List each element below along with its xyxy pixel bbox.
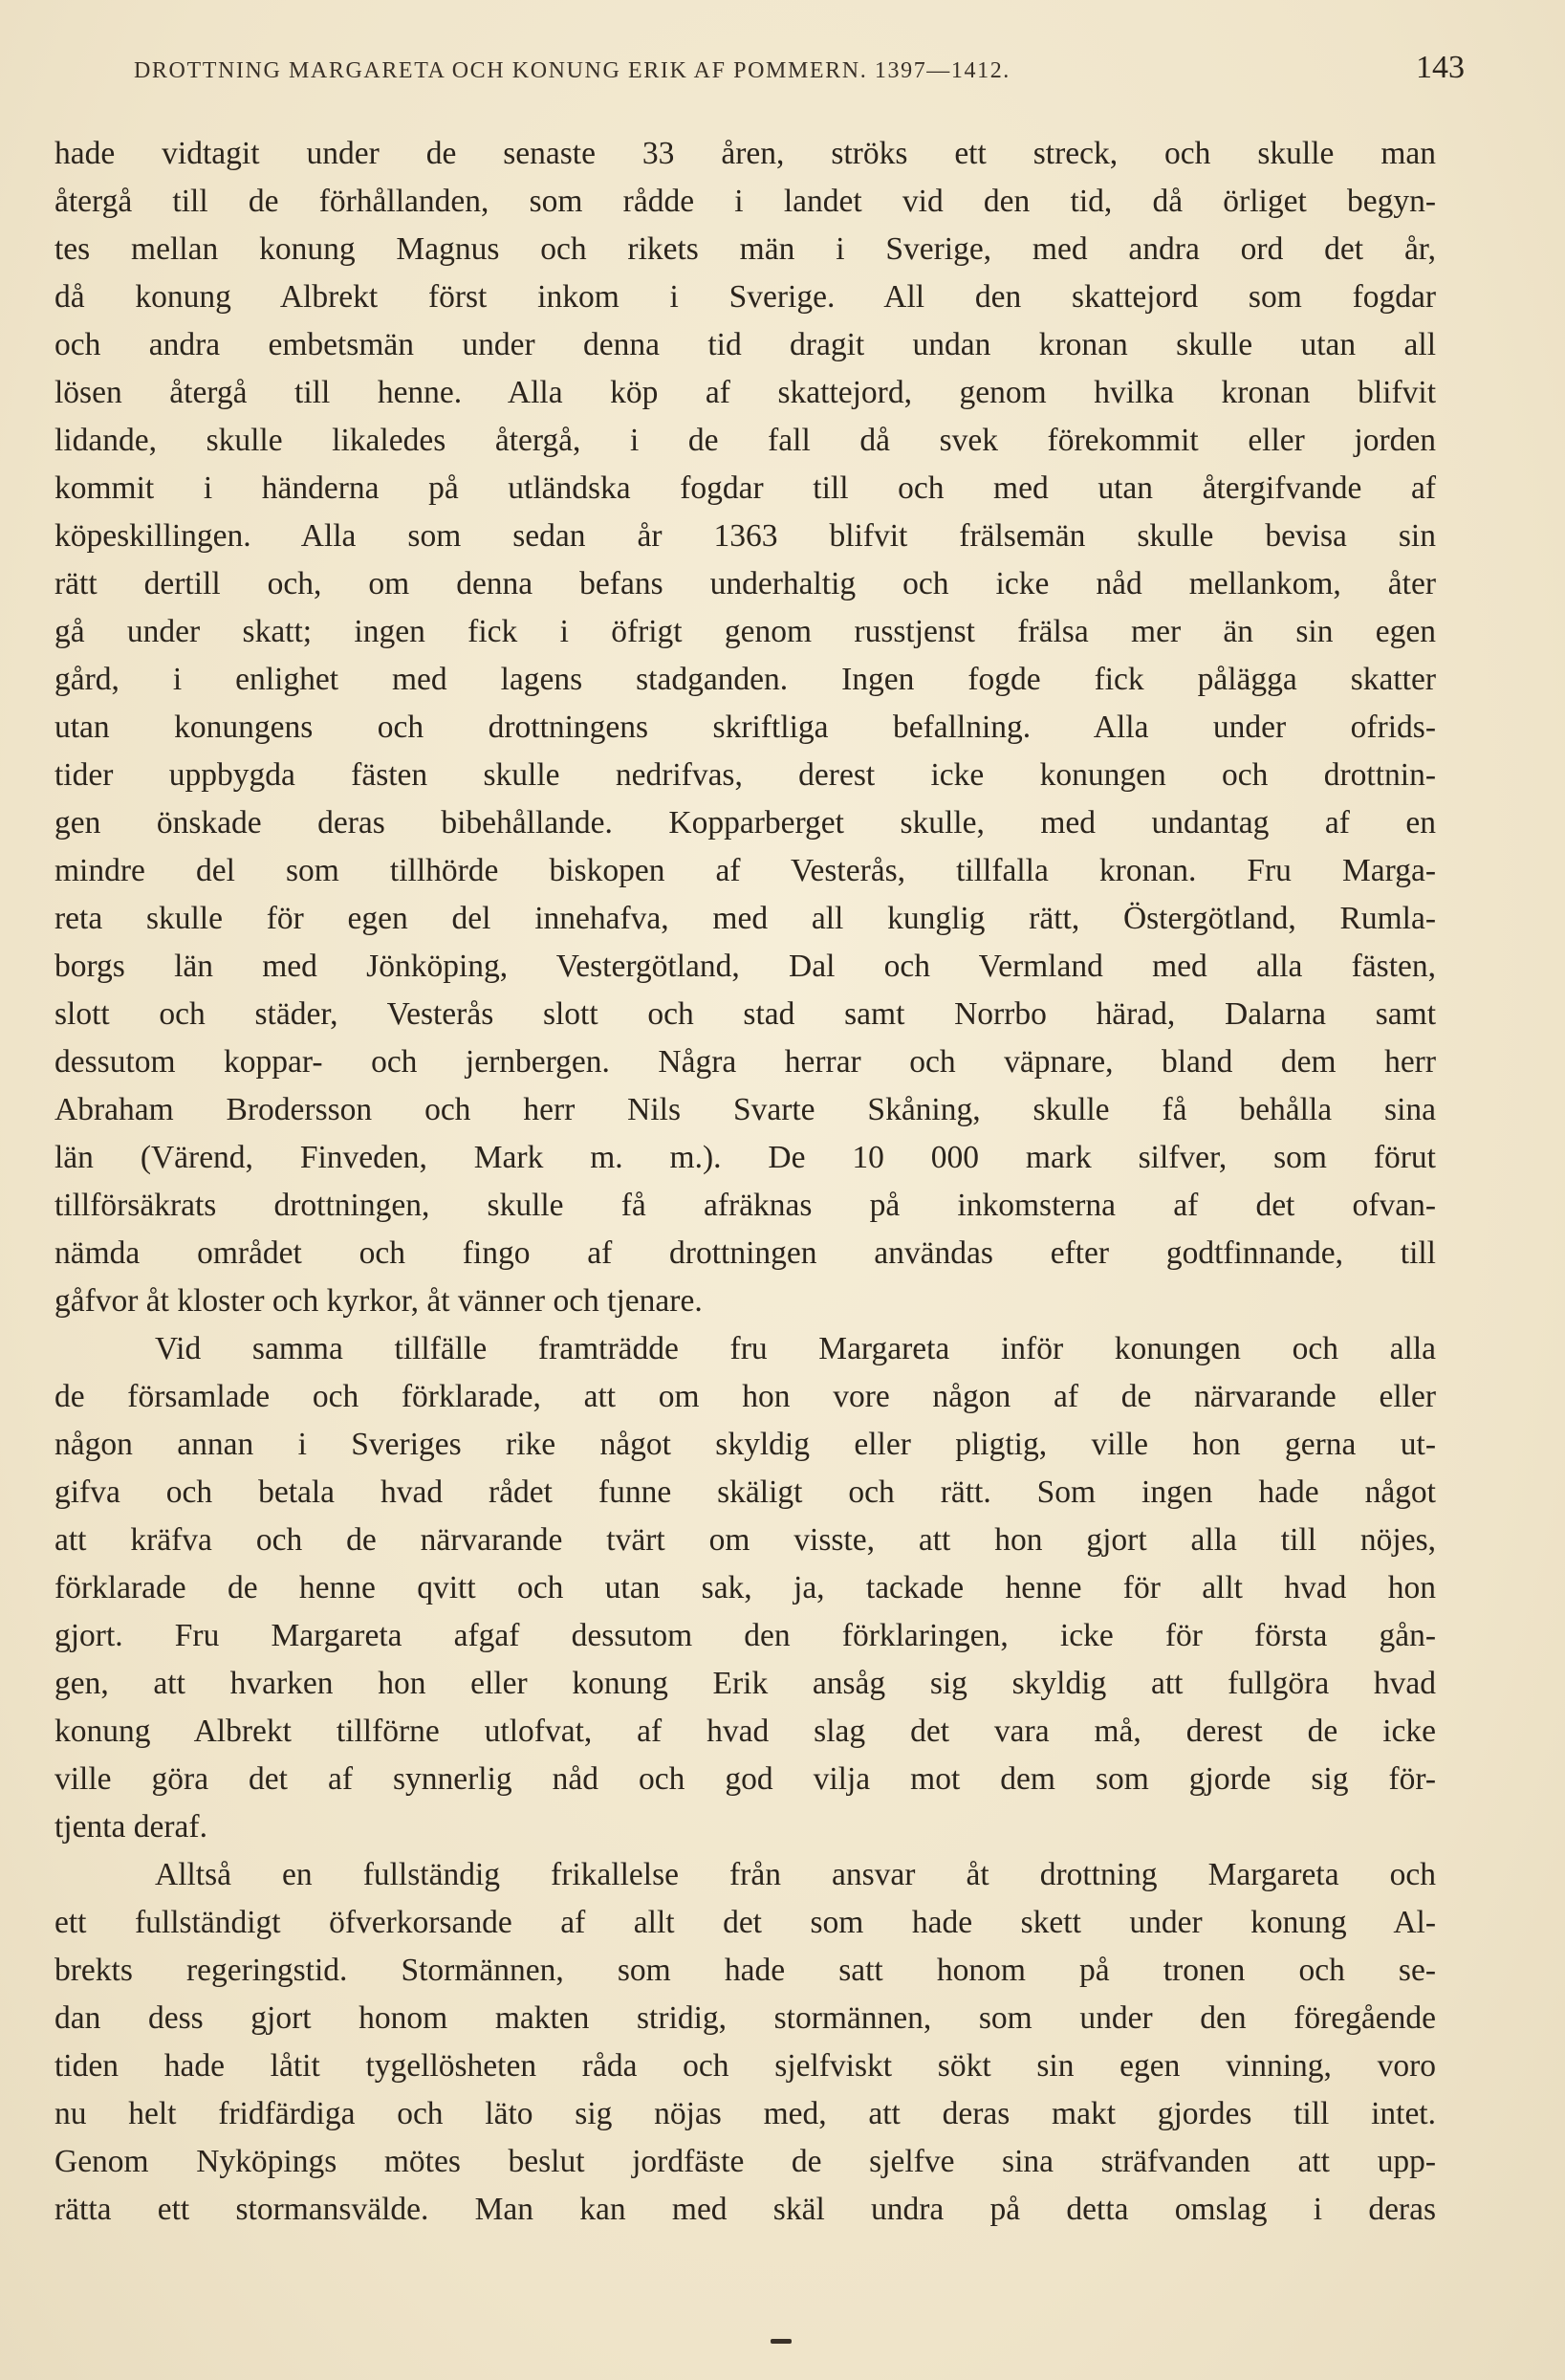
text-line: de församlade och förklarade, att om hon vore någon af de närvarande eller [54,1379,1436,1414]
text-line: att kräfva och de närvarande tvärt om visste, att hon gjort alla till nöjes, [54,1522,1436,1558]
text-line: gjort. Fru Margareta afgaf dessutom den förklaringen, icke för första gån- [54,1618,1436,1653]
text-line: ett fullständigt öfverkorsande af allt det som hade skett under konung Al- [54,1905,1436,1940]
running-title: DROTTNING MARGARETA OCH KONUNG ERIK AF POMMERN. 1397—1412. [134,58,1011,83]
text-line: och andra embetsmän under denna tid dragit undan kronan skulle utan all [54,327,1436,362]
page-number: 143 [1416,50,1465,85]
text-line: Genom Nyköpings mötes beslut jordfäste de sjelfve sina sträfvanden att upp- [54,2144,1436,2179]
text-line: kommit i händerna på utländska fogdar till och med utan återgifvande af [54,470,1436,506]
text-line: konung Albrekt tillförne utlofvat, af hvad slag det vara må, derest de icke [54,1714,1436,1749]
text-line: hade vidtagit under de senaste 33 åren, ströks ett streck, och skulle man [54,136,1436,171]
text-line: gen önskade deras bibehållande. Kopparberget skulle, med undantag af en [54,805,1436,841]
text-line: tider uppbygda fästen skulle nedrifvas, derest icke konungen och drottnin- [54,757,1436,793]
text-line: gen, att hvarken hon eller konung Erik ansåg sig skyldig att fullgöra hvad [54,1666,1436,1701]
text-line: lidande, skulle likaledes återgå, i de fall då svek förekommit eller jorden [54,423,1436,458]
running-head [134,50,1465,86]
text-line: ville göra det af synnerlig nåd och god vilja mot dem som gjorde sig för- [54,1761,1436,1797]
text-line: någon annan i Sveriges rike något skyldig eller pligtig, ville hon gerna ut- [54,1427,1436,1462]
text-line: gåfvor åt kloster och kyrkor, åt vänner och tjenare. [54,1283,703,1319]
text-line: då konung Albrekt först inkom i Sverige. All den skattejord som fogdar [54,279,1436,315]
text-line: köpeskillingen. Alla som sedan år 1363 blifvit frälsemän skulle bevisa sin [54,518,1436,554]
text-line: rätta ett stormansvälde. Man kan med skäl undra på detta omslag i deras [54,2192,1436,2227]
text-line: tes mellan konung Magnus och rikets män i Sverige, med andra ord det år, [54,231,1436,267]
text-line: län (Värend, Finveden, Mark m. m.). De 10 000 mark silfver, som förut [54,1140,1436,1175]
paragraph-start-line: Vid samma tillfälle framträdde fru Margareta inför konungen och alla [155,1331,1436,1366]
text-line: utan konungens och drottningens skriftliga befallning. Alla under ofrids- [54,710,1436,745]
text-line: gå under skatt; ingen fick i öfrigt genom russtjenst frälsa mer än sin egen [54,614,1436,649]
text-line: lösen återgå till henne. Alla köp af skattejord, genom hvilka kronan blifvit [54,375,1436,410]
body-text [54,130,1436,2234]
printer-mark [771,2339,792,2344]
text-line: gifva och betala hvad rådet funne skäligt och rätt. Som ingen hade något [54,1474,1436,1510]
text-line: tiden hade låtit tygellösheten råda och sjelfviskt sökt sin egen vinning, voro [54,2048,1436,2084]
text-line: nämda området och fingo af drottningen användas efter godtfinnande, till [54,1235,1436,1271]
text-line: tillförsäkrats drottningen, skulle få afräknas på inkomsterna af det ofvan- [54,1188,1436,1223]
text-line: nu helt fridfärdiga och läto sig nöjas med, att deras makt gjordes till intet. [54,2096,1436,2131]
text-line: dan dess gjort honom makten stridig, stormännen, som under den föregående [54,2000,1436,2036]
text-line: gård, i enlighet med lagens stadganden. Ingen fogde fick pålägga skatter [54,662,1436,697]
text-line: Abraham Brodersson och herr Nils Svarte Skåning, skulle få behålla sina [54,1092,1436,1127]
text-line: borgs län med Jönköping, Vestergötland, Dal och Vermland med alla fästen, [54,949,1436,984]
text-line: återgå till de förhållanden, som rådde i landet vid den tid, då örliget begyn- [54,184,1436,219]
text-line: slott och städer, Vesterås slott och stad samt Norrbo härad, Dalarna samt [54,996,1436,1032]
text-line: mindre del som tillhörde biskopen af Vesterås, tillfalla kronan. Fru Marga- [54,853,1436,888]
text-line: dessutom koppar- och jernbergen. Några herrar och väpnare, bland dem herr [54,1044,1436,1080]
text-line: reta skulle för egen del innehafva, med all kunglig rätt, Östergötland, Rumla- [54,901,1436,936]
text-line: brekts regeringstid. Stormännen, som hade satt honom på tronen och se- [54,1953,1436,1988]
text-line: förklarade de henne qvitt och utan sak, ja, tackade henne för allt hvad hon [54,1570,1436,1605]
paragraph-start-line: Alltså en fullständig frikallelse från ansvar åt drottning Margareta och [155,1857,1436,1892]
text-line: tjenta deraf. [54,1809,207,1845]
text-line: rätt dertill och, om denna befans underhaltig och icke nåd mellankom, åter [54,566,1436,601]
